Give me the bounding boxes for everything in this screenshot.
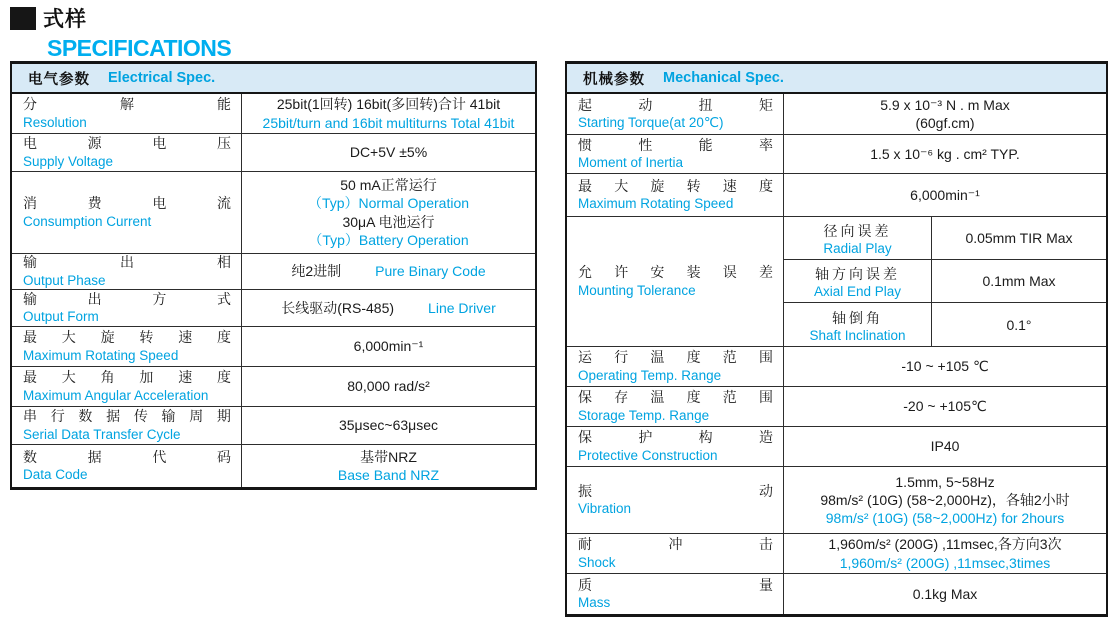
row-label-cn: 分 解 能 xyxy=(23,96,231,113)
row-value: 6,000min⁻¹ xyxy=(353,338,424,355)
subrow-label-en: Axial End Play xyxy=(813,283,902,299)
row-label-cn: 最 大 角 加 速 度 xyxy=(23,369,231,386)
row-value: 35μsec~63μsec xyxy=(338,417,439,434)
subrow-radial-play xyxy=(784,217,1106,260)
row-label-en: Serial Data Transfer Cycle xyxy=(23,426,181,442)
row-value: 1.5mm, 5~58Hz xyxy=(895,473,995,490)
subrow-value: 0.1° xyxy=(1006,316,1032,333)
header-cn: 机械参数 xyxy=(583,71,645,88)
spec-row-moment-of-inertia xyxy=(567,135,1106,174)
row-value: 25bit(1回转) 16bit(多回转)合计 41bit xyxy=(276,96,501,113)
row-label-en: Output Form xyxy=(23,309,99,325)
row-label-cn: 保 护 构 造 xyxy=(578,429,773,446)
row-value: 1,960m/s² (200G) ,11msec,各方向3次 xyxy=(828,536,1062,553)
page-title-en: SPECIFICATIONS xyxy=(47,35,232,61)
spec-row-serial-data-transfer-cycle xyxy=(12,407,535,445)
subrow-label-cn: 轴方向误差 xyxy=(815,265,900,282)
row-label-cn: 保 存 温 度 范 围 xyxy=(578,389,773,406)
subrow-label-cn: 轴倒角 xyxy=(832,309,883,326)
row-label-en: Moment of Inertia xyxy=(578,155,684,171)
row-label-en: Starting Torque(at 20℃) xyxy=(578,115,724,131)
row-label-en: Consumption Current xyxy=(23,213,152,229)
row-label-cn: 最 大 旋 转 速 度 xyxy=(578,177,773,194)
spec-row-supply-voltage xyxy=(12,134,535,172)
row-value: 80,000 rad/s² xyxy=(347,378,430,395)
electrical-spec-header xyxy=(12,64,535,94)
subrow-shaft-inclination xyxy=(784,303,1106,347)
mechanical-spec-table xyxy=(565,61,1108,617)
row-value: 基带NRZ xyxy=(360,448,417,465)
row-value-en: Base Band NRZ xyxy=(337,467,440,483)
row-label-cn: 串 行 数 据 传 输 周 期 xyxy=(23,408,231,425)
subrow-value: 0.1mm Max xyxy=(982,272,1056,289)
header-en: Electrical Spec. xyxy=(108,70,216,86)
row-label-cn: 耐 冲 击 xyxy=(578,536,773,553)
spec-row-mass xyxy=(567,574,1106,614)
row-value-en: 25bit/turn and 16bit multiturns Total 41bit xyxy=(262,114,515,131)
row-label-cn: 运 行 温 度 范 围 xyxy=(578,349,773,366)
subrow-label-en: Shaft Inclination xyxy=(809,327,906,343)
spec-row-protective-construction xyxy=(567,427,1106,467)
row-label-en: Maximum Angular Acceleration xyxy=(23,387,209,403)
row-value: 5.9 x 10⁻³ N . m Max xyxy=(880,96,1010,113)
header-en: Mechanical Spec. xyxy=(663,70,784,86)
row-value-en: Line Driver xyxy=(428,299,496,316)
row-value: 30μA 电池运行 xyxy=(342,213,435,230)
row-value: DC+5V ±5% xyxy=(349,144,428,161)
subrow-label-cn: 径向误差 xyxy=(823,222,892,239)
spec-row-storage-temp-range xyxy=(567,387,1106,427)
spec-row-consumption-current xyxy=(12,172,535,254)
row-label-en: Shock xyxy=(578,554,616,570)
row-value: 50 mA正常运行 xyxy=(340,177,437,194)
subrow-value: 0.05mm TIR Max xyxy=(965,229,1073,246)
row-label-en: Maximum Rotating Speed xyxy=(578,196,734,212)
page-title-cn: 式样 xyxy=(43,8,87,31)
header-cn: 电气参数 xyxy=(28,71,90,88)
row-label-en: Maximum Rotating Speed xyxy=(23,347,179,363)
row-value-en: 98m/s² (10G) (58~2,000Hz) for 2hours xyxy=(825,510,1065,527)
row-label-cn: 允 许 安 装 误 差 xyxy=(578,264,773,281)
row-value-en: （Typ）Battery Operation xyxy=(308,231,469,248)
row-label-en: Operating Temp. Range xyxy=(578,367,722,383)
row-label-cn: 电 源 电 压 xyxy=(23,135,231,152)
subrow-axial-end-play xyxy=(784,260,1106,303)
spec-row-max-angular-acceleration xyxy=(12,367,535,407)
row-label-cn: 消 费 电 流 xyxy=(23,195,231,212)
subrow-label-en: Radial Play xyxy=(823,240,892,256)
row-value: 1.5 x 10⁻⁶ kg . cm² TYP. xyxy=(870,145,1020,162)
row-label-en: Mass xyxy=(578,595,611,611)
spec-row-max-rotating-speed xyxy=(567,174,1106,217)
spec-row-resolution xyxy=(12,94,535,134)
row-label-en: Resolution xyxy=(23,114,87,130)
spec-row-starting-torque xyxy=(567,94,1106,135)
row-label-cn: 惯 性 能 率 xyxy=(578,136,773,153)
row-value: IP40 xyxy=(930,438,960,455)
row-value: 6,000min⁻¹ xyxy=(910,186,980,203)
row-label-cn: 输 出 方 式 xyxy=(23,290,231,307)
row-label-en: Vibration xyxy=(578,501,632,517)
row-value-en: 1,960m/s² (200G) ,11msec,3times xyxy=(839,554,1051,571)
row-label-cn: 起 动 扭 矩 xyxy=(578,96,773,113)
row-label-en: Protective Construction xyxy=(578,447,718,463)
row-value: -20 ~ +105℃ xyxy=(903,398,987,415)
electrical-spec-table xyxy=(10,61,537,490)
row-label-cn: 振 动 xyxy=(578,482,773,499)
row-value: -10 ~ +105 ℃ xyxy=(901,358,989,375)
row-label-cn: 最 大 旋 转 速 度 xyxy=(23,329,231,346)
spec-row-shock xyxy=(567,534,1106,574)
row-label-en: Mounting Tolerance xyxy=(578,282,696,298)
row-label-cn: 数 据 代 码 xyxy=(23,448,231,465)
page-title xyxy=(10,3,231,62)
row-value: 纯2进制 xyxy=(291,263,342,280)
row-label-cn: 质 量 xyxy=(578,576,773,593)
spec-row-output-phase xyxy=(12,254,535,290)
row-label-en: Output Phase xyxy=(23,272,106,288)
row-label-en: Data Code xyxy=(23,467,88,483)
row-label-en: Supply Voltage xyxy=(23,153,114,169)
row-value: 长线驱动(RS-485) xyxy=(281,299,395,316)
spec-row-output-form xyxy=(12,290,535,327)
row-value-en: Pure Binary Code xyxy=(375,263,486,280)
row-value-en: （Typ）Normal Operation xyxy=(307,195,470,212)
spec-row-max-rotating-speed xyxy=(12,327,535,367)
row-value: 98m/s² (10G) (58~2,000Hz)，各轴2小时 xyxy=(820,491,1070,508)
mechanical-spec-header xyxy=(567,64,1106,94)
spec-row-data-code xyxy=(12,445,535,487)
spec-row-operating-temp-range xyxy=(567,347,1106,387)
spec-row-mounting-tolerance xyxy=(567,217,1106,347)
row-value: (60gf.cm) xyxy=(915,115,975,131)
row-value: 0.1kg Max xyxy=(912,585,978,602)
row-label-en: Storage Temp. Range xyxy=(578,407,710,423)
spec-row-vibration xyxy=(567,467,1106,534)
row-label-cn: 输 出 相 xyxy=(23,254,231,271)
section-marker-square xyxy=(10,7,36,30)
